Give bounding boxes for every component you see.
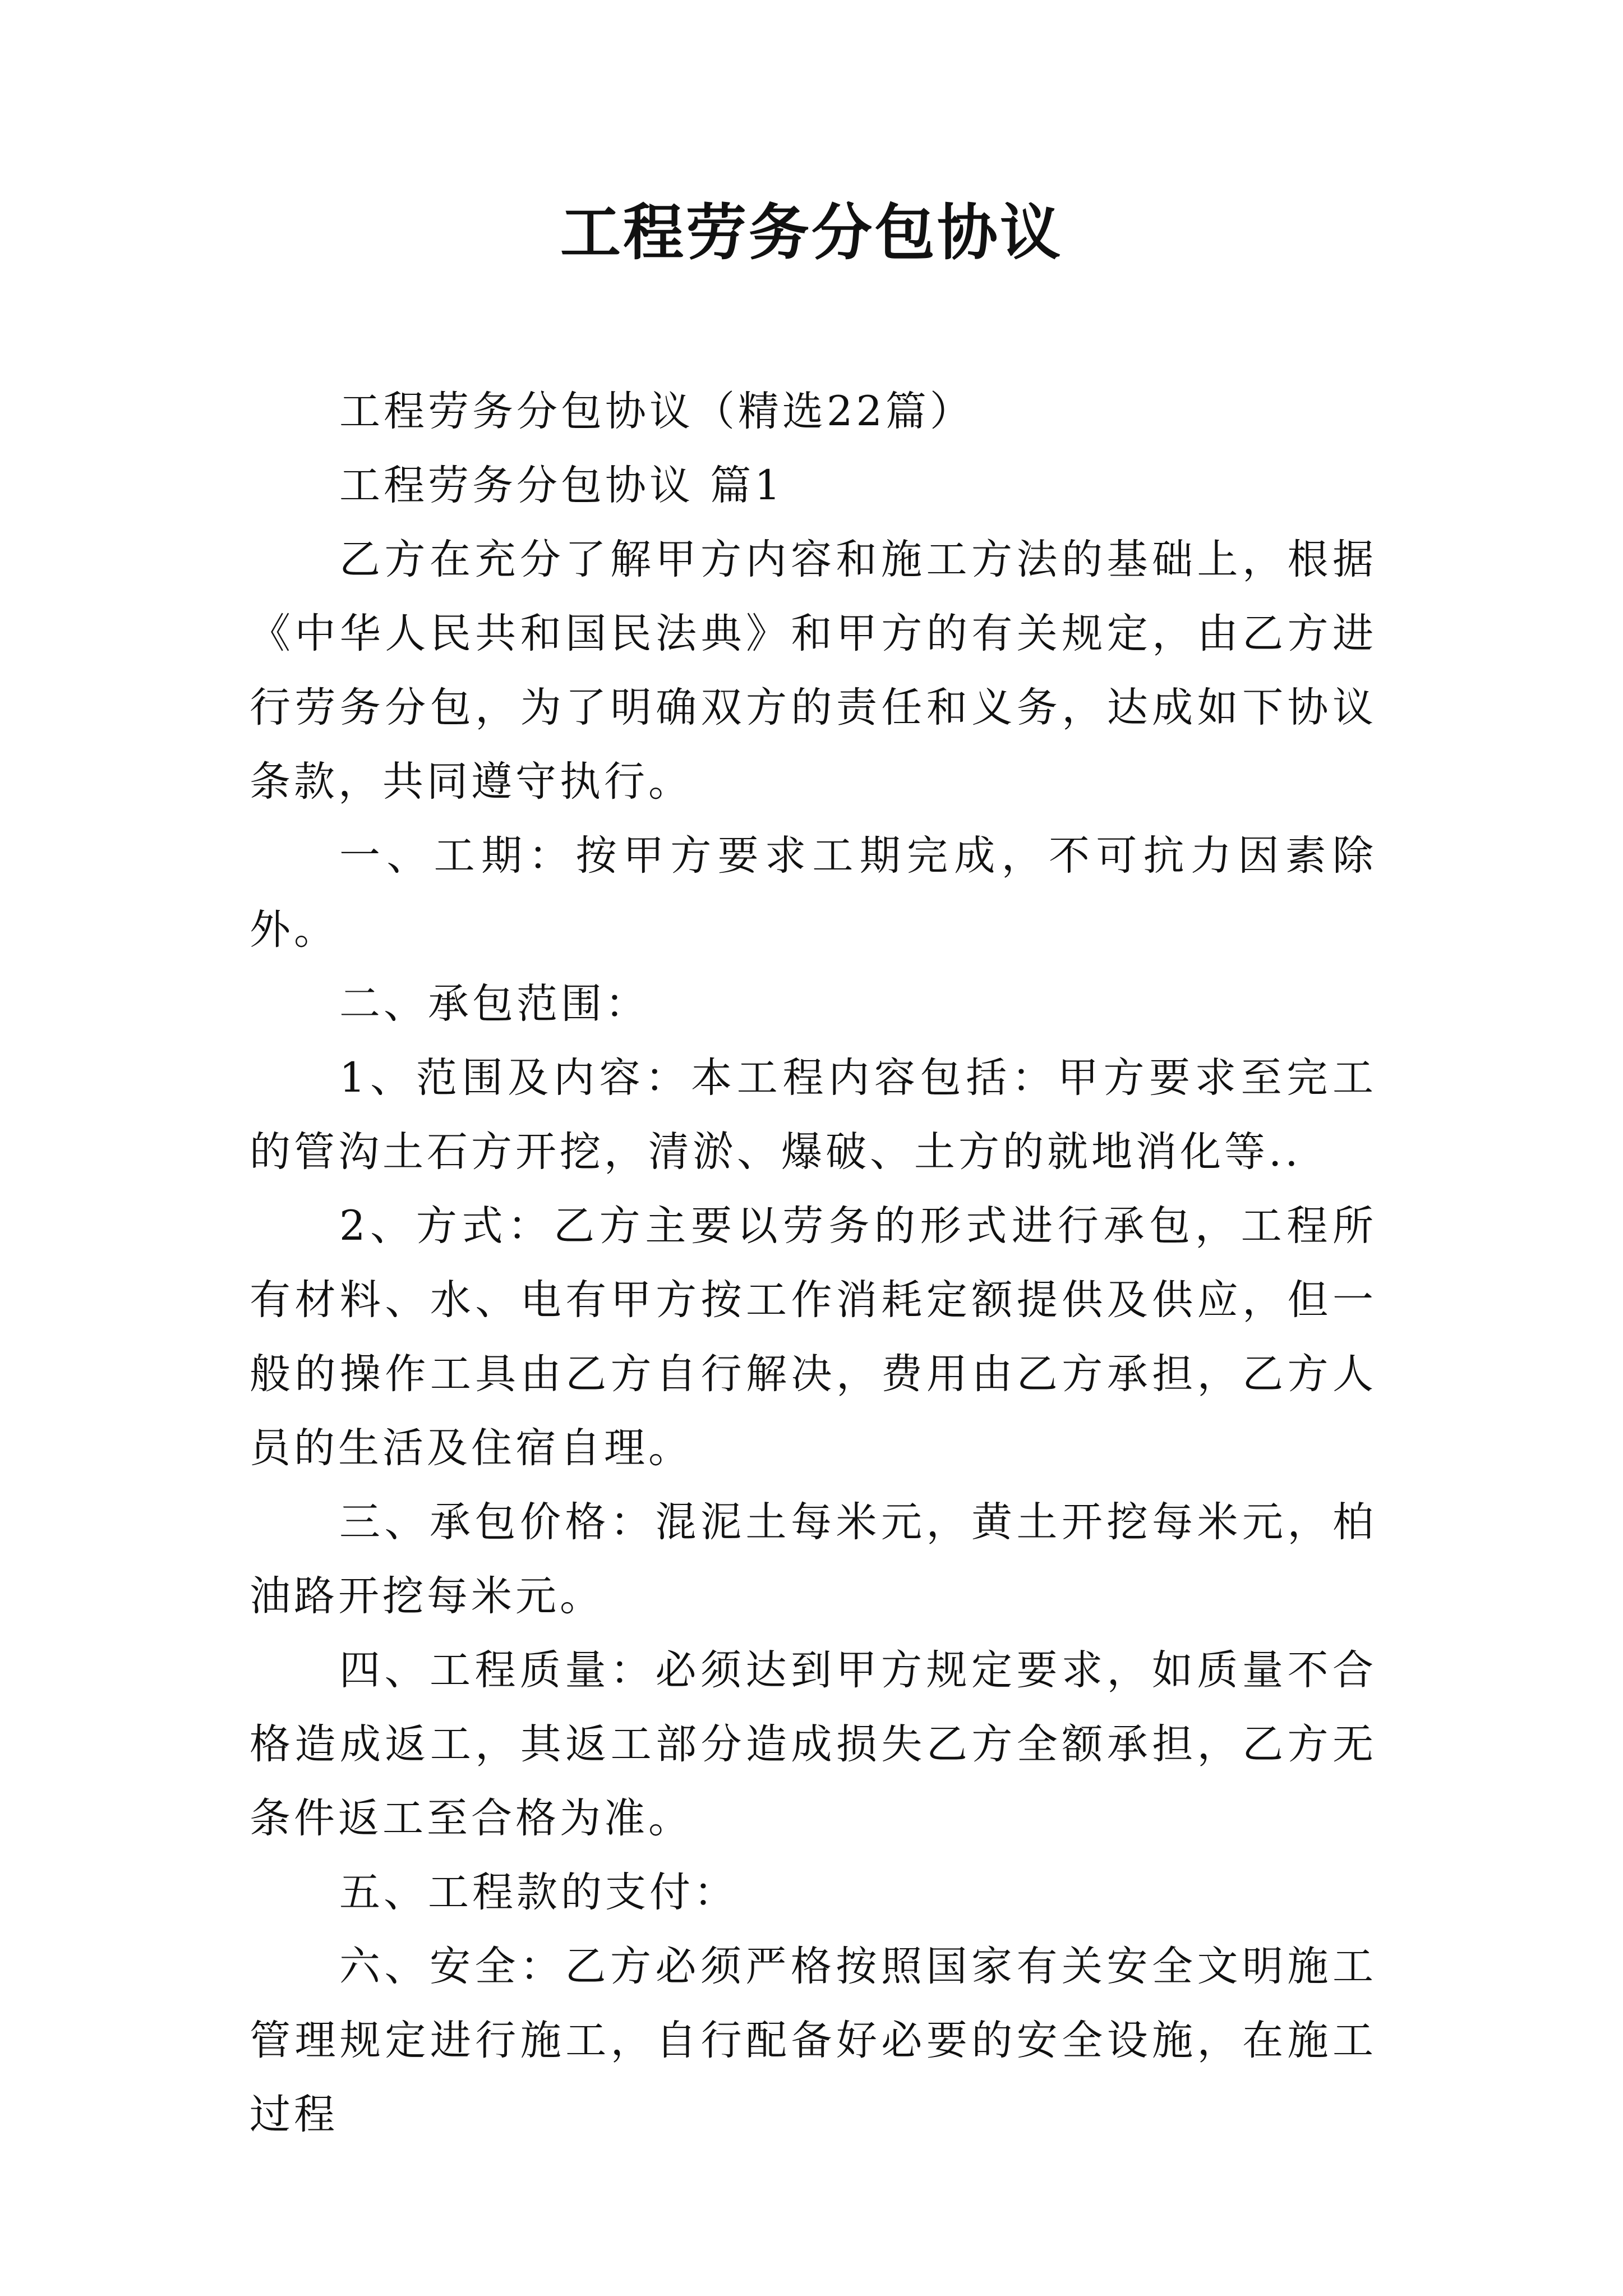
paragraph: 工程劳务分包协议 篇1 — [339, 462, 784, 509]
paragraph: 四、工程质量：必须达到甲方规定要求，如质量不合格造成返工，其返工部分造成损失乙方全额承担，乙方无条件返工至合格为准。 — [250, 1646, 1377, 1842]
document-title: 工程劳务分包协议 — [560, 197, 1063, 268]
document-body — [250, 375, 1377, 2152]
paragraph: 1、范围及内容：本工程内容包括：甲方要求至完工的管沟土石方开挖，清淤、爆破、土方的就地消化等.. — [250, 1054, 1377, 1176]
paragraph: 一、工期：按甲方要求工期完成，不可抗力因素除外。 — [250, 832, 1377, 954]
paragraph: 六、安全：乙方必须严格按照国家有关安全文明施工管理规定进行施工，自行配备好必要的安全设施，在施工过程 — [250, 1943, 1377, 2138]
paragraph: 2、方式：乙方主要以劳务的形式进行承包，工程所有材料、水、电有甲方按工作消耗定额提供及供应，但一般的操作工具由乙方自行解决，费用由乙方承担，乙方人员的生活及住宿自理。 — [250, 1202, 1377, 1472]
paragraph: 三、承包价格：混泥土每米元，黄土开挖每米元，柏油路开挖每米元。 — [250, 1498, 1377, 1620]
paragraph: 二、承包范围： — [339, 980, 649, 1028]
paragraph: 五、工程款的支付： — [339, 1869, 738, 1916]
paragraph: 工程劳务分包协议（精选22篇） — [339, 388, 974, 435]
paragraph: 乙方在充分了解甲方内容和施工方法的基础上，根据《中华人民共和国民法典》和甲方的有关规定，由乙方进行劳务分包，为了明确双方的责任和义务，达成如下协议条款，共同遵守执行。 — [250, 536, 1377, 806]
